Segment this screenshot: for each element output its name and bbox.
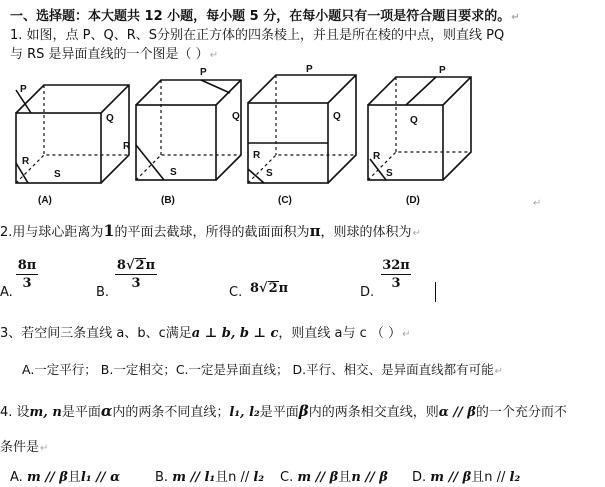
- q1-line2-text: 与 RS 是异面直线的一个图是（ ）: [10, 47, 209, 62]
- return-mark: ↵: [511, 12, 520, 23]
- q3-stem-b: ，则直线 a与 c （ ）: [278, 326, 402, 341]
- q2-option-b-fraction: [115, 258, 157, 291]
- q4-option-d-letter: D.: [412, 470, 427, 485]
- q4-p5: 内的两条相交直线，则: [308, 405, 439, 420]
- figure-b-cube: [136, 80, 241, 180]
- q3-stem-math: a ⊥ b, b ⊥ c: [191, 326, 279, 341]
- return-mark: ↵: [402, 329, 411, 340]
- fig-d-label-p: P: [439, 65, 446, 76]
- q4-option-b: [155, 466, 264, 485]
- q2-option-c-pi: π: [278, 281, 289, 296]
- q4-p1: 4. 设: [0, 405, 30, 420]
- q4-option-b-join: 且n //: [215, 470, 254, 485]
- return-mark: ↵: [412, 228, 421, 239]
- fig-c-label-r: R: [253, 150, 261, 161]
- figure-d-cube: [368, 77, 471, 180]
- q4-stem: [0, 401, 567, 420]
- q2-option-a-num: 8π: [17, 258, 37, 273]
- fig-c-label-s: S: [266, 168, 273, 179]
- q2-option-a-letter: A.: [0, 285, 13, 300]
- fig-b-caption: (B): [161, 195, 175, 206]
- q1-line2: [10, 43, 218, 62]
- q4-option-a-join: 且: [67, 470, 81, 485]
- q2-option-b-coef: 8: [116, 258, 126, 273]
- q4-option-d-expr2: l₂: [509, 470, 521, 485]
- q4-line2: [0, 436, 48, 455]
- fig-c-label-q: Q: [333, 111, 341, 122]
- q2-option-d-num: 32π: [382, 258, 410, 273]
- fig-a-caption: (A): [38, 195, 52, 206]
- q4-m5: α // β: [438, 405, 476, 420]
- q2-stem: [0, 221, 421, 240]
- q3-options: [22, 360, 503, 378]
- fraction-bar: [16, 274, 38, 275]
- fig-d-label-r: R: [373, 151, 381, 162]
- q4-option-b-expr2: l₂: [253, 470, 265, 485]
- figure-a-cube: [16, 85, 129, 183]
- q4-option-c-letter: C.: [280, 470, 294, 485]
- q4-option-d-join: 且n //: [471, 470, 510, 485]
- q2-stem-b: 的平面去截球，所得的截面面积为: [114, 225, 310, 240]
- return-mark: ↵: [209, 50, 219, 61]
- q4-option-a-expr1: m // β: [26, 470, 68, 485]
- q4-option-b-letter: B.: [155, 470, 169, 485]
- fig-b-label-s: S: [170, 167, 177, 178]
- fig-c-caption: (C): [278, 195, 292, 206]
- q2-option-a-fraction: [16, 258, 38, 291]
- q2-option-c-value: 8√2π: [250, 281, 289, 296]
- q4-option-a-expr2: l₁ // α: [80, 470, 121, 485]
- q2-option-b-num: 8√2π: [116, 258, 156, 273]
- q2-option-b-rad: 2: [135, 258, 145, 273]
- q2-option-d-den: 3: [391, 276, 401, 291]
- q1-figures: [6, 63, 531, 213]
- fig-d-label-q: Q: [410, 115, 418, 126]
- return-mark: ↵: [40, 443, 49, 454]
- q2-option-d-fraction: [381, 258, 411, 291]
- q4-m4: β: [298, 402, 309, 420]
- fig-b-label-p: P: [200, 67, 207, 78]
- q4-option-c: [280, 466, 388, 485]
- q2-stem-c: ，则球的体积为: [320, 225, 412, 240]
- q2-option-c-coef: 8: [250, 281, 260, 296]
- fig-d-caption: (D): [406, 195, 420, 206]
- q4-option-a: [10, 466, 120, 485]
- fig-a-label-q: Q: [106, 113, 114, 124]
- q2-stem-pi: π: [309, 222, 321, 240]
- fig-d-label-s: S: [386, 168, 393, 179]
- fig-b-label-r: R: [123, 141, 131, 152]
- fig-a-label-r: R: [22, 156, 30, 167]
- q4-option-c-expr1: m // β: [297, 470, 339, 485]
- q3-options-text: A.一定平行； B.一定相交；C.一定是异面直线； D.平行、相交、是异面直线都有可能: [22, 362, 494, 377]
- q2-option-c-rad: 2: [268, 281, 278, 296]
- fig-a-label-p: P: [20, 84, 27, 95]
- q4-m2: α: [100, 402, 113, 420]
- q3-stem: [0, 322, 410, 341]
- q4-option-b-expr1: m // l₁: [172, 470, 216, 485]
- q4-p6: 的一个充分而不: [475, 405, 567, 420]
- q2-stem-one: 1: [103, 221, 115, 240]
- q2-option-b-den: 3: [131, 276, 141, 291]
- fig-c-label-p: P: [306, 64, 313, 75]
- q4-option-c-join: 且: [338, 470, 352, 485]
- return-mark: ↵: [533, 198, 542, 209]
- q4-option-c-expr2: n // β: [351, 470, 388, 485]
- q2-option-a-den: 3: [22, 276, 32, 291]
- section-header: [10, 5, 520, 24]
- text-cursor: [435, 282, 436, 302]
- q4-line2-text: 条件是: [0, 440, 40, 455]
- q4-m3: l₁, l₂: [229, 405, 260, 420]
- q4-option-a-letter: A.: [10, 470, 23, 485]
- figure-c-cube: [248, 75, 356, 183]
- q4-option-d-expr1: m // β: [430, 470, 472, 485]
- fig-a-label-s: S: [54, 169, 61, 180]
- q4-option-d: [412, 466, 520, 485]
- q4-p4: 是平面: [259, 405, 299, 420]
- q2-option-b-letter: B.: [96, 285, 110, 300]
- fraction-bar: [115, 274, 157, 275]
- q3-stem-a: 3、若空间三条直线 a、b、c满足: [0, 326, 192, 341]
- q4-p2: 是平面: [61, 405, 101, 420]
- fraction-bar: [381, 274, 411, 275]
- return-mark: ↵: [494, 366, 503, 377]
- q2-option-b-pi: π: [145, 258, 156, 273]
- q4-p3: 内的两条不同直线；: [112, 405, 230, 420]
- q4-m1: m, n: [29, 405, 62, 420]
- q1-line1: 1. 如图，点 P、Q、R、S分别在正方体的四条棱上，并且是所在棱的中点，则直线 PQ: [10, 28, 505, 43]
- section-header-text: 一、选择题：本大题共 12 小题，每小题 5 分，在每小题只有一项是符合题目要求的。: [10, 9, 511, 24]
- q2-stem-a: 2.用与球心距离为: [0, 225, 104, 240]
- fig-b-label-q: Q: [232, 111, 240, 122]
- q2-option-d-letter: D.: [360, 285, 375, 300]
- q2-option-c-letter: C.: [229, 285, 243, 300]
